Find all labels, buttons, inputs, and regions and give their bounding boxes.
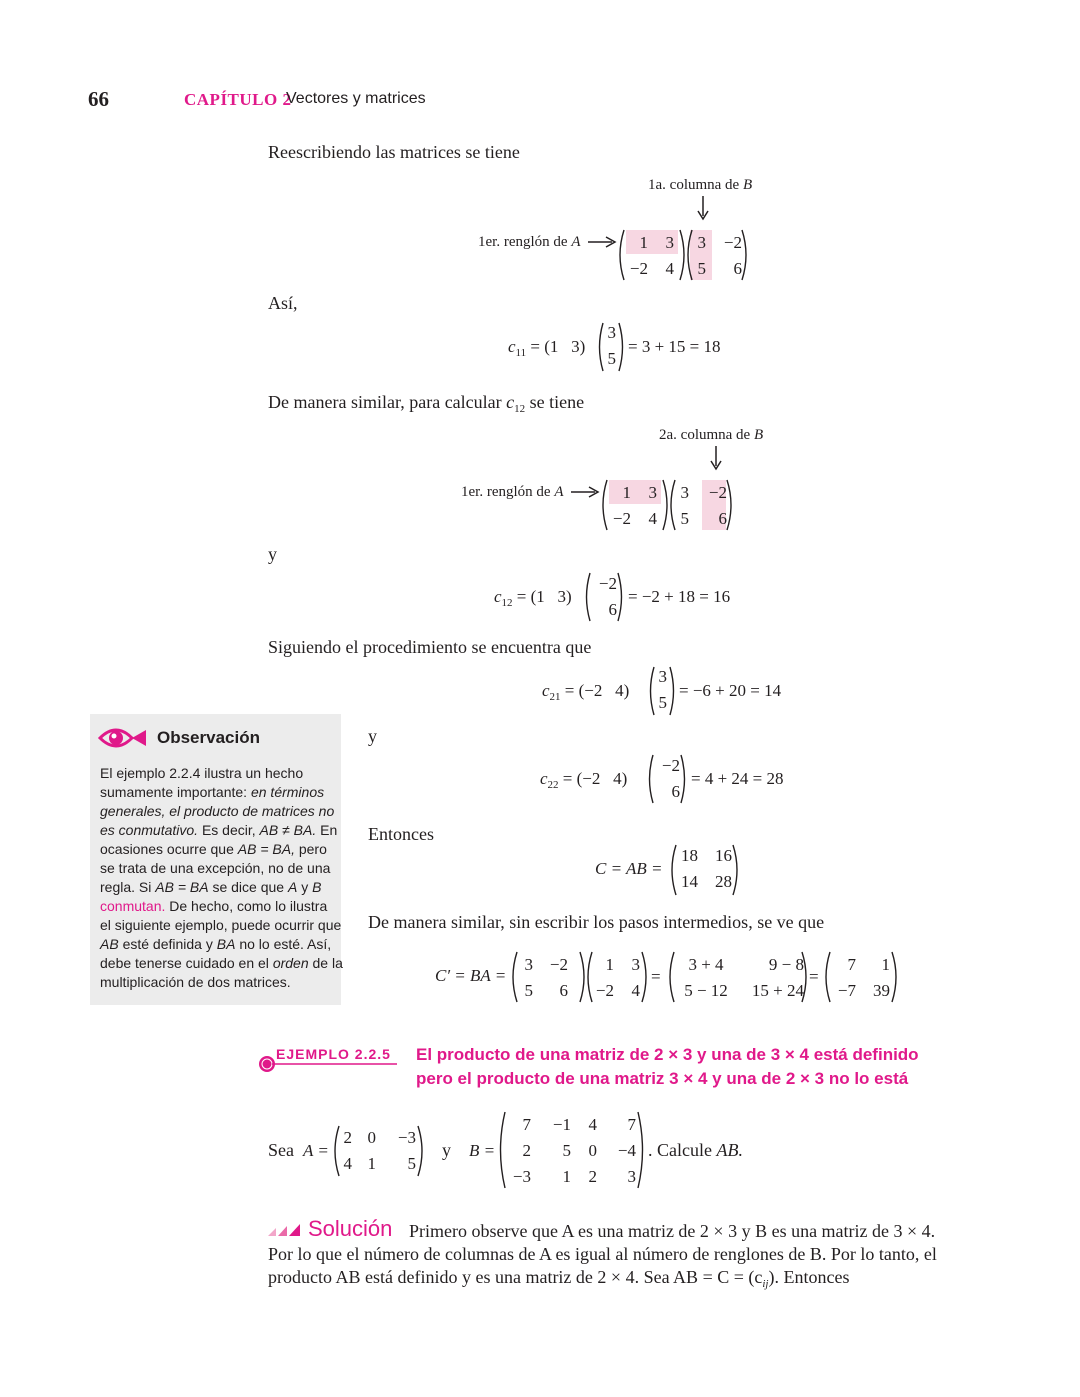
matrix-cell: −1 (552, 1115, 571, 1134)
text-y: y (368, 726, 377, 746)
matrix-cell: 7 (627, 1115, 636, 1134)
matrix-cell: 2 (343, 1128, 352, 1147)
equation-c12-result: = −2 + 18 = 16 (628, 587, 731, 606)
matrix-cell: 0 (588, 1141, 597, 1160)
matrix-cell: 6 (718, 509, 727, 528)
page-number: 66 (88, 87, 109, 111)
matrix-cell: 4 (588, 1115, 597, 1134)
observation-line: es conmutativo. Es decir, AB ≠ BA. En (100, 822, 338, 838)
matrix-cell: −2 (612, 509, 631, 528)
matrix-cell: −2 (708, 483, 727, 502)
column-cell: 3 (607, 323, 616, 342)
solution-line3: producto AB está definido y es una matriz de 2 × 4. Sea AB = $C = (c_{ij})$. Entonces (268, 1267, 850, 1290)
matrix-cell: 1 (622, 483, 631, 502)
matrix-cell: 28 (715, 872, 732, 891)
matrix-cell: 3 (680, 483, 689, 502)
observation-line: ocasiones ocurre que AB = BA, pero (100, 841, 327, 857)
solution-line1: Primero observe que A es una matriz de 2 × 3 y B es una matriz de 3 × 4. (409, 1221, 936, 1241)
paragraph-procedure: Siguiendo el procedimiento se encuentra que (268, 637, 592, 657)
matrix-cell: 15 + 24 (751, 981, 804, 1000)
text-y: y (442, 1140, 451, 1160)
equation-c11: $c_{11} = (1$ 3) (508, 337, 586, 359)
text-sea: Sea (268, 1140, 294, 1160)
equation-c11-result: = 3 + 15 = 18 (628, 337, 721, 356)
column-cell: −2 (661, 756, 680, 775)
chapter-label: CAPÍTULO 2 (184, 90, 292, 109)
example-label: EJEMPLO 2.2.5 (276, 1046, 391, 1062)
text-calcule: . Calcule AB. (648, 1140, 743, 1160)
matrix-cell: 1 (881, 955, 890, 974)
equation-c21-result: = −6 + 20 = 14 (679, 681, 782, 700)
paragraph-rewriting: Reescribiendo las matrices se tiene (268, 142, 520, 162)
equation-C-lhs: C = AB = (595, 859, 663, 878)
matrix-cell: 16 (715, 846, 732, 865)
observation-line: el siguiente ejemplo, puede ocurrir que (100, 917, 342, 933)
matrix-cell: 4 (648, 509, 657, 528)
equation-A-lhs: A = (303, 1141, 329, 1160)
equals-sign: = (809, 967, 819, 986)
matrix-cell: 3 + 4 (688, 955, 724, 974)
chapter-title: Vectores y matrices (286, 90, 426, 107)
matrix-cell: 14 (681, 872, 698, 891)
column-cell: 6 (671, 782, 680, 801)
equation-Cprime-lhs: C′ = BA = (435, 966, 507, 985)
observation-line: multiplicación de dos matrices. (100, 974, 291, 990)
matrix-cell: 5 (407, 1154, 416, 1173)
down-arrow-icon (708, 446, 724, 472)
matrix-cell: −2 (595, 981, 614, 1000)
column-cell: 6 (608, 600, 617, 619)
paragraph-c12: De manera similar, para calcular $c_{12}$ se tiene (268, 392, 585, 415)
observation-line: sumamente importante: en términos (100, 784, 325, 800)
eye-icon (98, 720, 150, 756)
matrix-cell: 5 (524, 981, 533, 1000)
observation-line: El ejemplo 2.2.4 ilustra un hecho (100, 765, 304, 781)
matrix-cell: −4 (617, 1141, 636, 1160)
matrix-cell: 2 (588, 1167, 597, 1186)
matrix-cell: 3 (524, 955, 533, 974)
matrix-cell: −2 (629, 259, 648, 278)
solution-triangles-icon (268, 1224, 304, 1238)
matrix-cell: 5 (697, 259, 706, 278)
example-title-line2: pero el producto de una matriz 3 × 4 y una de 2 × 3 no lo está (416, 1069, 909, 1088)
column-cell: 5 (607, 349, 616, 368)
matrix-cell: 6 (733, 259, 742, 278)
equation-B-lhs: B = (469, 1141, 496, 1160)
matrix-cell: −3 (512, 1167, 531, 1186)
matrix-cell: 0 (367, 1128, 376, 1147)
row-label-1: 1er. renglón de A (478, 234, 581, 250)
matrix-cell: 9 − 8 (768, 955, 804, 974)
matrix-cell: 7 (847, 955, 856, 974)
matrix-cell: −3 (397, 1128, 416, 1147)
observation-title: Observación (157, 728, 260, 747)
matrix-cell: 3 (627, 1167, 636, 1186)
text-y: y (268, 544, 277, 564)
matrix-cell: 1 (605, 955, 614, 974)
observation-line: AB esté definida y BA no lo esté. Así, (100, 936, 332, 952)
equals-sign: = (651, 967, 661, 986)
matrix-cell: 1 (562, 1167, 571, 1186)
solution-label: Solución (308, 1216, 393, 1241)
solution-line2: Por lo que el número de columnas de A es igual al número de renglones de B. Por lo tanto, el (268, 1244, 937, 1264)
observation-line: generales, el producto de matrices no (100, 803, 335, 819)
matrix-cell: −2 (723, 233, 742, 252)
matrix-cell: 1 (639, 233, 648, 252)
matrix-cell: 6 (559, 981, 568, 1000)
matrix-cell: 4 (665, 259, 674, 278)
observation-line: debe tenerse cuidado en el orden de la (100, 955, 343, 971)
matrix-cell: 3 (665, 233, 674, 252)
matrix-cell: −2 (549, 955, 568, 974)
matrix-cell: 7 (522, 1115, 531, 1134)
matrix-cell: 3 (631, 955, 640, 974)
matrix-cell: 3 (648, 483, 657, 502)
down-arrow-icon (695, 196, 711, 222)
column-cell: 3 (658, 667, 667, 686)
observation-line: se trata de una excepción, no de una (100, 860, 331, 876)
row-label-2: 1er. renglón de A (461, 484, 564, 500)
example-underline (272, 1062, 402, 1066)
column-label-2: 2a. columna de B (659, 427, 764, 443)
equation-c22: $c_{22} = (-2$ 4) (540, 769, 628, 791)
matrix-cell: 4 (343, 1154, 352, 1173)
matrix-cell: 18 (681, 846, 698, 865)
matrix-cell: 1 (367, 1154, 376, 1173)
equation-c12: $c_{12} = (1$ 3) (494, 587, 572, 609)
text-asi: Así, (268, 293, 298, 313)
matrix-cell: 5 (680, 509, 689, 528)
equation-c22-result: = 4 + 24 = 28 (691, 769, 784, 788)
observation-line: conmutan. De hecho, como lo ilustra (100, 898, 328, 914)
text-entonces: Entonces (368, 824, 434, 844)
matrix-cell: 4 (631, 981, 640, 1000)
column-cell: 5 (658, 693, 667, 712)
column-label-1: 1a. columna de B (648, 177, 753, 193)
column-cell: −2 (598, 574, 617, 593)
paragraph-similar: De manera similar, sin escribir los pasos intermedios, se ve que (368, 912, 825, 932)
equation-c21: $c_{21} = (-2$ 4) (542, 681, 630, 703)
matrix-cell: 39 (873, 981, 890, 1000)
matrix-cell: 3 (697, 233, 706, 252)
observation-line: regla. Si AB = BA se dice que A y B (100, 879, 322, 895)
matrix-cell: 5 (562, 1141, 571, 1160)
example-title-line1: El producto de una matriz de 2 × 3 y una de 3 × 4 está definido (416, 1045, 919, 1064)
matrix-cell: 2 (522, 1141, 531, 1160)
matrix-cell: 5 − 12 (684, 981, 728, 1000)
matrix-cell: −7 (837, 981, 856, 1000)
